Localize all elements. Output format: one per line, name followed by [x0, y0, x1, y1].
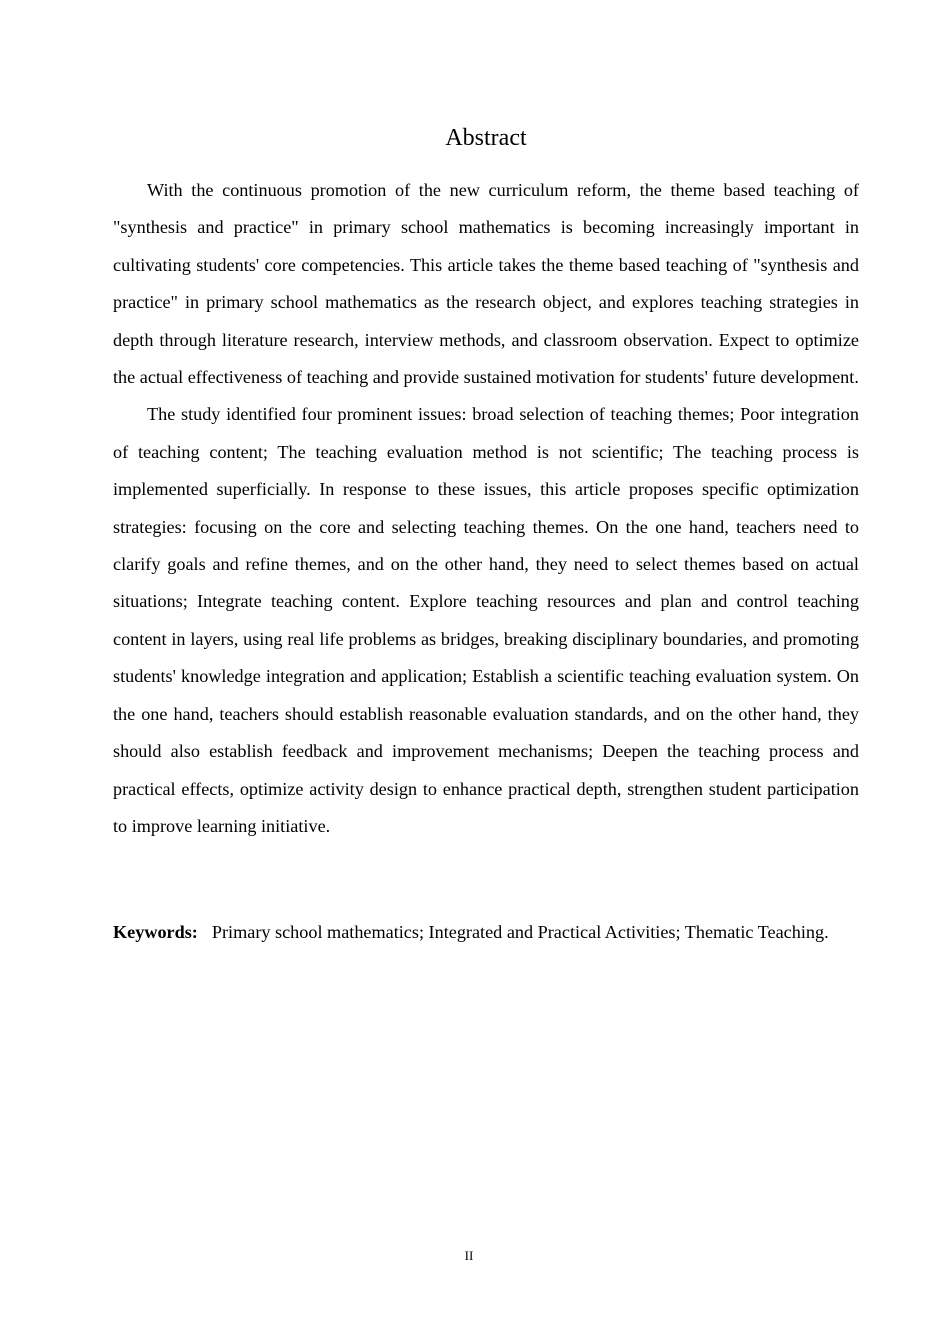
keywords-line [113, 914, 859, 951]
page-number: II [464, 1248, 474, 1263]
abstract-title: Abstract [445, 125, 527, 151]
keywords-text: Primary school mathematics; Integrated and Practical Activities; Thematic Teaching. [211, 922, 829, 942]
abstract-body [113, 172, 859, 845]
keywords-label: Keywords: [113, 922, 198, 942]
abstract-paragraph: The study identified four prominent issues: broad selection of teaching themes; Poor integration of teaching content; The teaching evaluation method is not scientific; The teaching process is implemented superficially. In response to these issues, this article proposes specific optimization strategies: focusing on the core and selecting teaching themes. On the one hand, teachers need to clarify goals and refine themes, and on the other hand, they need to select themes based on actual situations; Integrate teaching content. Explore teaching resources and plan and control teaching content in layers, using real life problems as bridges, breaking disciplinary boundaries, and promoting students' knowledge integration and application; Establish a scientific teaching evaluation system. On the one hand, teachers should establish reasonable evaluation standards, and on the other hand, they should also establish feedback and improvement mechanisms; Deepen the teaching process and practical effects, optimize activity design to enhance practical depth, strengthen student participation to improve learning initiative. [113, 404, 859, 836]
abstract-paragraph: With the continuous promotion of the new curriculum reform, the theme based teaching of "synthesis and practice" in primary school mathematics is becoming increasingly important in cultivating students' core competencies. This article takes the theme based teaching of "synthesis and practice" in primary school mathematics as the research object, and explores teaching strategies in depth through literature research, interview methods, and classroom observation. Expect to optimize the actual effectiveness of teaching and provide sustained motivation for students' future development. [113, 180, 859, 388]
